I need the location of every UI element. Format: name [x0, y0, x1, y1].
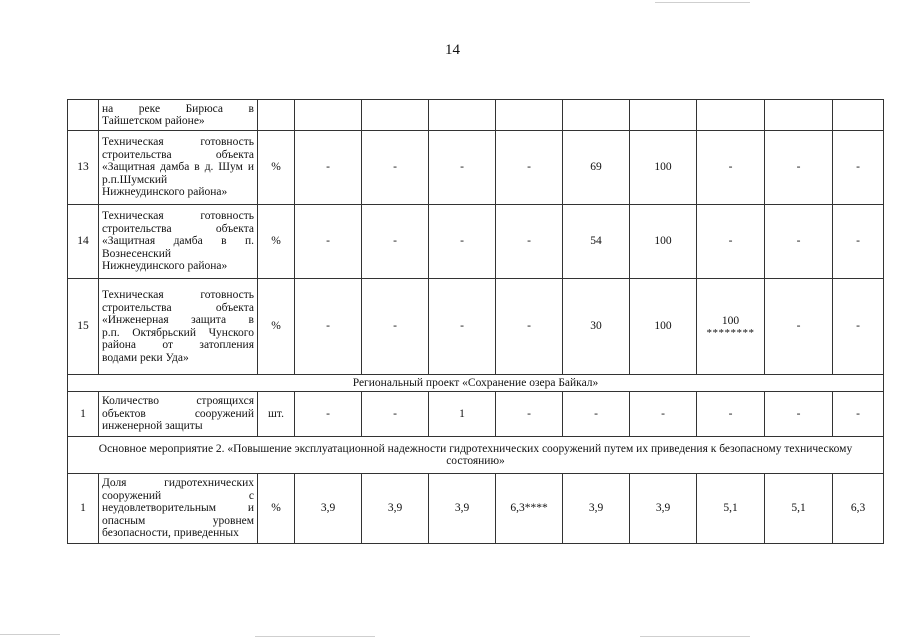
indicator-name-line: Техническая готовность	[102, 210, 254, 223]
indicator-name-line: водами реки Уда»	[102, 351, 189, 364]
value-cell: -	[833, 205, 884, 279]
value-cell: -	[765, 279, 833, 375]
value-cell: -	[362, 279, 429, 375]
value-cell: 6,3	[833, 474, 884, 544]
scan-artifact	[655, 2, 750, 3]
unit-cell: %	[258, 474, 295, 544]
value-cell: -	[630, 392, 697, 437]
indicator-name	[99, 100, 258, 131]
value-cell	[563, 100, 630, 131]
value-cell: 69	[563, 131, 630, 205]
scan-artifact	[0, 634, 60, 635]
indicator-name-line: на реке Бирюса в	[102, 102, 254, 115]
value-cell	[697, 279, 765, 375]
value-cell: -	[362, 205, 429, 279]
value-cell	[295, 100, 362, 131]
value-cell: 5,1	[765, 474, 833, 544]
row-number: 15	[68, 279, 99, 375]
table-row	[68, 100, 884, 131]
indicator-name-line: сооружений с	[102, 489, 254, 502]
value-cell: -	[765, 205, 833, 279]
indicator-name-line: опасным уровнем	[102, 514, 254, 527]
indicator-name-line: р.п. Октябрьский Чунского	[102, 326, 254, 339]
section-heading: Основное мероприятие 2. «Повышение эксплуатационной надежности гидротехнических сооружений путем их приведения к безопасному техническому состоянию»	[68, 437, 884, 474]
indicator-name-line: Техническая готовность	[102, 136, 254, 149]
value-cell: 100	[630, 279, 697, 375]
value-footnote-mark: ********	[706, 326, 755, 339]
indicator-name-line: безопасности, приведенных	[102, 527, 239, 540]
value-cell: 30	[563, 279, 630, 375]
indicator-name-line: Вознесенский	[102, 247, 172, 260]
value-cell: -	[295, 392, 362, 437]
value-cell: 100	[630, 131, 697, 205]
value-cell: -	[496, 279, 563, 375]
value-cell	[630, 100, 697, 131]
table-row	[68, 205, 884, 279]
indicator-name-line: «Защитная дамба в п.	[102, 235, 254, 248]
value-cell: -	[496, 131, 563, 205]
value-cell: -	[429, 131, 496, 205]
value-cell: 5,1	[697, 474, 765, 544]
indicator-name-line: района от затопления	[102, 339, 254, 351]
section-row	[68, 375, 884, 392]
row-number: 1	[68, 392, 99, 437]
value-cell	[765, 100, 833, 131]
indicator-name-line: Тайшетском районе»	[102, 115, 205, 127]
value-cell: -	[833, 392, 884, 437]
value-cell	[429, 100, 496, 131]
section-heading: Региональный проект «Сохранение озера Байкал»	[68, 375, 884, 392]
unit-cell	[258, 100, 295, 131]
row-number: 13	[68, 131, 99, 205]
value-cell: -	[429, 279, 496, 375]
value-main: 100	[721, 315, 740, 328]
value-cell: -	[295, 131, 362, 205]
value-cell: -	[765, 131, 833, 205]
indicator-name-line: р.п.Шумский	[102, 173, 168, 186]
row-number: 14	[68, 205, 99, 279]
value-cell	[496, 100, 563, 131]
value-cell: -	[833, 131, 884, 205]
value-cell: -	[362, 131, 429, 205]
scan-artifact	[255, 636, 375, 637]
value-cell: 3,9	[362, 474, 429, 544]
indicator-name-line: неудовлетворительным и	[102, 502, 254, 515]
table-row	[68, 474, 884, 544]
indicator-name-line: «Инженерная защита в	[102, 314, 254, 326]
value-cell: -	[697, 205, 765, 279]
value-cell	[833, 100, 884, 131]
indicator-name-line: строительства объекта	[102, 222, 254, 235]
indicator-name-line: «Защитная дамба в д. Шум и	[102, 161, 254, 174]
indicator-name-line: инженерной защиты	[102, 420, 203, 433]
value-cell: -	[295, 279, 362, 375]
value-cell: -	[765, 392, 833, 437]
value-cell: -	[697, 392, 765, 437]
value-cell: 3,9	[563, 474, 630, 544]
indicator-name-line: Нижнеудинского района»	[102, 260, 228, 273]
indicator-name	[99, 392, 258, 437]
indicator-name-line: Количество строящихся	[102, 395, 254, 408]
value-cell: -	[295, 205, 362, 279]
value-cell: 1	[429, 392, 496, 437]
value-cell: -	[833, 279, 884, 375]
value-cell: 3,9	[429, 474, 496, 544]
indicator-name	[99, 279, 258, 375]
page-number: 14	[445, 42, 460, 58]
value-cell: 3,9	[295, 474, 362, 544]
unit-cell: шт.	[258, 392, 295, 437]
value-cell: 6,3****	[496, 474, 563, 544]
value-cell	[697, 100, 765, 131]
section-row	[68, 437, 884, 474]
unit-cell: %	[258, 131, 295, 205]
indicator-name-line: строительства объекта	[102, 148, 254, 161]
value-cell: -	[563, 392, 630, 437]
unit-cell: %	[258, 279, 295, 375]
value-cell: -	[429, 205, 496, 279]
unit-cell: %	[258, 205, 295, 279]
table-row	[68, 392, 884, 437]
indicator-name	[99, 205, 258, 279]
value-cell: -	[496, 392, 563, 437]
value-cell: 3,9	[630, 474, 697, 544]
indicator-name-line: Нижнеудинского района»	[102, 186, 228, 199]
value-cell	[362, 100, 429, 131]
indicator-name	[99, 474, 258, 544]
indicator-name-line: Техническая готовность	[102, 289, 254, 301]
table-row	[68, 131, 884, 205]
value-cell: -	[697, 131, 765, 205]
table-row	[68, 279, 884, 375]
row-number: 1	[68, 474, 99, 544]
indicators-table	[67, 99, 884, 544]
scan-artifact	[640, 636, 750, 637]
indicator-name-line: строительства объекта	[102, 301, 254, 314]
indicator-name-line: объектов сооружений	[102, 407, 254, 420]
value-cell: -	[496, 205, 563, 279]
value-cell: 54	[563, 205, 630, 279]
value-cell: -	[362, 392, 429, 437]
row-number	[68, 100, 99, 131]
indicator-name-line: Доля гидротехнических	[102, 477, 254, 490]
value-cell: 100	[630, 205, 697, 279]
indicator-name	[99, 131, 258, 205]
